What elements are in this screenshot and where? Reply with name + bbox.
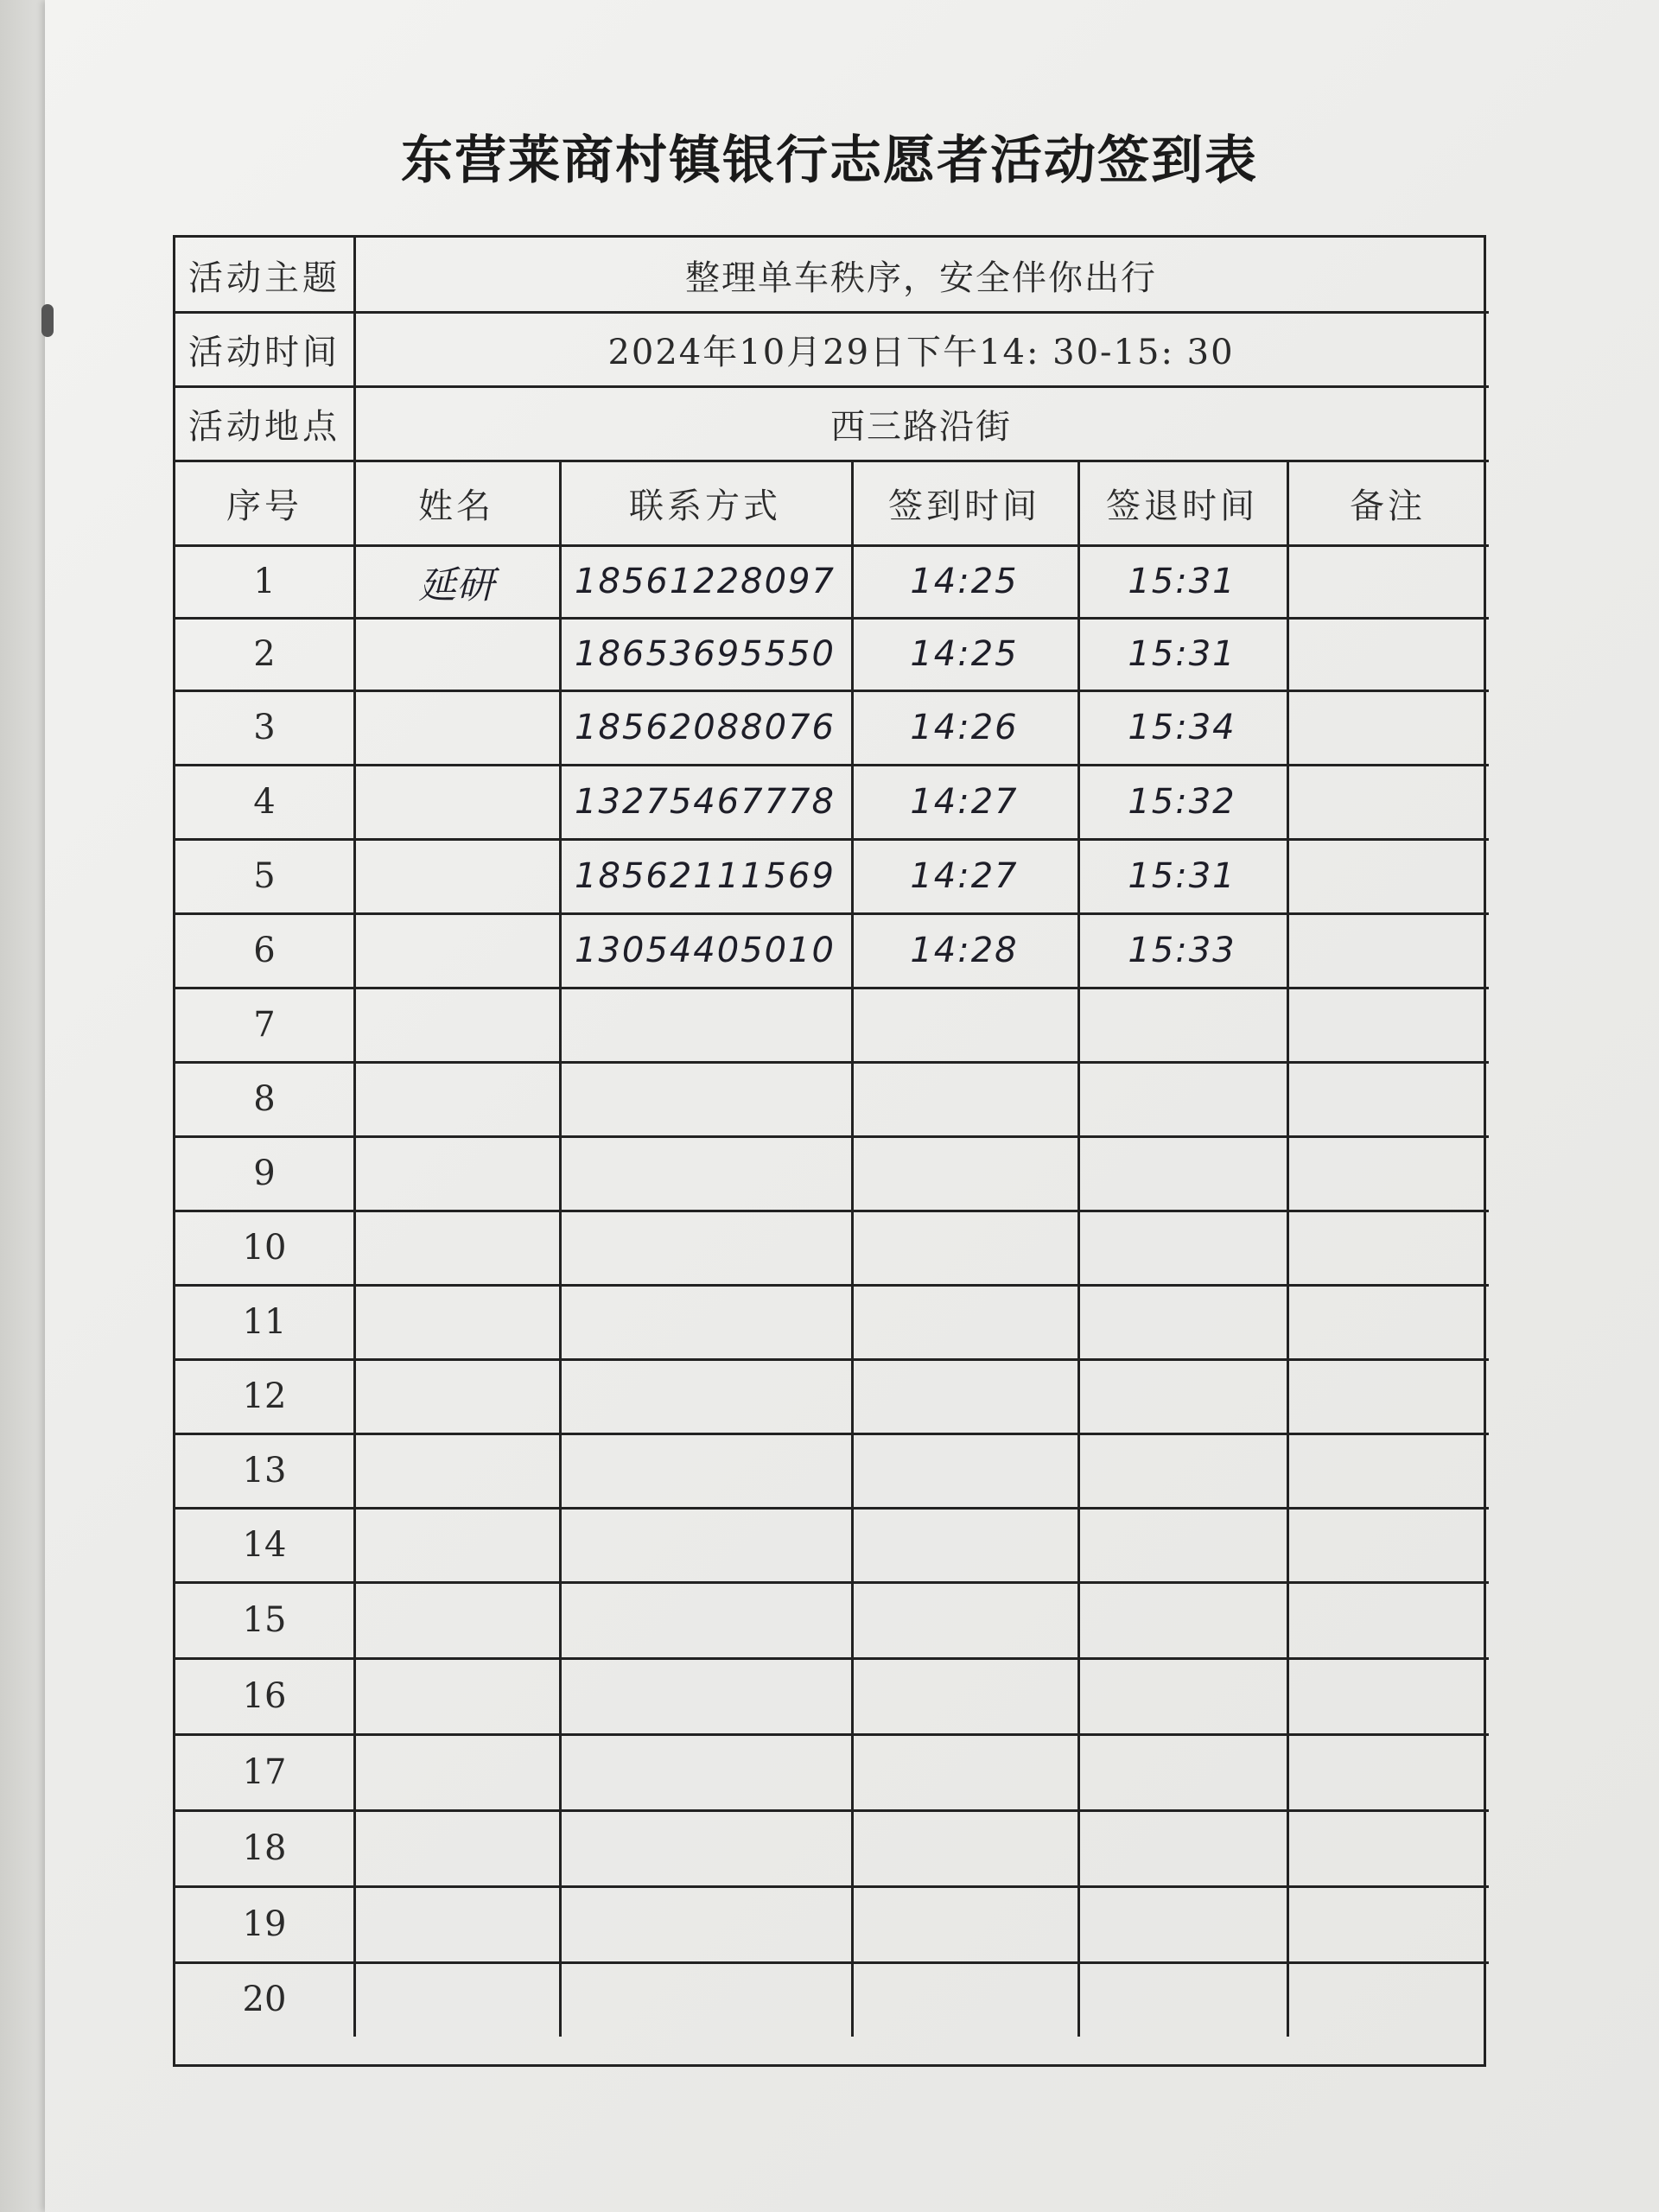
row-signout-time: 15:31 (1128, 634, 1236, 674)
meta-value: 西三路沿街 (830, 406, 1012, 447)
row-note (1287, 913, 1489, 988)
row-signout-time (1077, 1359, 1287, 1433)
column-divider (353, 461, 356, 2037)
page-title: 东营莱商村镇银行志愿者活动签到表 (401, 130, 1258, 191)
row-signin-time: 14:27 (910, 856, 1019, 896)
row-note (1287, 839, 1489, 913)
row-number: 8 (253, 1079, 276, 1119)
row-signout-time (1077, 1136, 1287, 1211)
row-signout-time: 15:31 (1128, 856, 1236, 896)
row-signin-time (851, 1136, 1077, 1211)
row-phone: 18653695550 (575, 634, 836, 674)
row-signout-time (1077, 1062, 1287, 1136)
meta-value: 整理单车秩序，安全伴你出行 (685, 257, 1157, 298)
row-phone (559, 1062, 851, 1136)
row-number: 14 (242, 1525, 287, 1565)
row-note (1287, 1734, 1489, 1810)
row-name (353, 1433, 559, 1508)
row-phone (559, 1136, 851, 1211)
row-phone (559, 1211, 851, 1285)
column-divider (1287, 461, 1289, 2037)
row-signout-time (1077, 988, 1287, 1062)
row-note (1287, 1886, 1489, 1962)
row-note (1287, 545, 1489, 618)
row-name (353, 1734, 559, 1810)
row-note (1287, 1285, 1489, 1359)
row-signin-time (851, 1508, 1077, 1582)
row-number: 15 (242, 1600, 287, 1640)
row-note (1287, 1508, 1489, 1582)
row-signout-time: 15:34 (1128, 708, 1236, 747)
row-note (1287, 618, 1489, 690)
row-signout-time (1077, 1886, 1287, 1962)
row-signout-time (1077, 1658, 1287, 1734)
row-phone (559, 1582, 851, 1658)
meta-label: 活动时间 (188, 332, 340, 372)
row-number: 7 (253, 1005, 276, 1045)
row-signout-time (1077, 1211, 1287, 1285)
row-number: 1 (253, 562, 276, 601)
row-phone (559, 1734, 851, 1810)
row-signout-time (1077, 1285, 1287, 1359)
row-number: 10 (242, 1228, 287, 1268)
column-divider (559, 461, 562, 2037)
row-note (1287, 1810, 1489, 1886)
row-note (1287, 1211, 1489, 1285)
row-phone (559, 1962, 851, 2037)
row-signin-time (851, 1285, 1077, 1359)
background-edge (0, 0, 45, 2212)
row-phone: 13275467778 (575, 782, 836, 822)
row-phone (559, 1359, 851, 1433)
row-name (353, 913, 559, 988)
row-number: 13 (242, 1451, 287, 1491)
row-phone (559, 988, 851, 1062)
row-signout-time: 15:31 (1128, 562, 1236, 601)
row-signout-time (1077, 1508, 1287, 1582)
row-name (353, 765, 559, 839)
row-name (353, 1211, 559, 1285)
row-note (1287, 1658, 1489, 1734)
row-signout-time: 15:32 (1128, 782, 1236, 822)
row-note (1287, 765, 1489, 839)
row-number: 3 (253, 708, 276, 747)
row-phone (559, 1433, 851, 1508)
row-signin-time: 14:27 (910, 782, 1019, 822)
row-phone: 18562088076 (575, 708, 836, 747)
row-number: 9 (253, 1154, 276, 1193)
row-name (353, 1136, 559, 1211)
row-signin-time (851, 1582, 1077, 1658)
row-signout-time: 15:33 (1128, 931, 1236, 970)
row-number: 20 (242, 1980, 287, 2019)
row-name (353, 618, 559, 690)
row-signin-time (851, 1886, 1077, 1962)
row-signout-time (1077, 1962, 1287, 2037)
row-signin-time (851, 1433, 1077, 1508)
row-number: 2 (253, 634, 276, 674)
row-number: 16 (242, 1676, 287, 1716)
row-number: 4 (253, 782, 276, 822)
row-note (1287, 1136, 1489, 1211)
row-number: 12 (242, 1376, 287, 1416)
row-name (353, 1285, 559, 1359)
row-name: 延研 (418, 563, 494, 607)
row-signin-time: 14:25 (910, 634, 1019, 674)
row-phone (559, 1658, 851, 1734)
row-signin-time (851, 1962, 1077, 2037)
column-header-5: 备注 (1350, 486, 1426, 526)
row-phone: 13054405010 (575, 931, 836, 970)
row-name (353, 1359, 559, 1433)
row-signin-time: 14:28 (910, 931, 1019, 970)
row-signout-time (1077, 1734, 1287, 1810)
meta-label: 活动主题 (188, 257, 340, 298)
row-signin-time (851, 1062, 1077, 1136)
row-signin-time (851, 988, 1077, 1062)
column-divider (1077, 461, 1080, 2037)
row-phone: 18561228097 (575, 562, 836, 601)
row-note (1287, 1582, 1489, 1658)
row-number: 6 (253, 931, 276, 970)
row-name (353, 1962, 559, 2037)
row-name (353, 1886, 559, 1962)
row-signin-time (851, 1658, 1077, 1734)
row-name (353, 839, 559, 913)
column-header-2: 联系方式 (629, 486, 781, 526)
column-header-3: 签到时间 (888, 486, 1040, 526)
row-number: 19 (242, 1904, 287, 1944)
row-number: 11 (242, 1302, 287, 1342)
row-signin-time (851, 1734, 1077, 1810)
meta-label: 活动地点 (188, 406, 340, 447)
row-phone (559, 1810, 851, 1886)
meta-value: 2024年10月29日下午14: 30-15: 30 (607, 332, 1235, 372)
row-name (353, 690, 559, 765)
row-note (1287, 1062, 1489, 1136)
column-divider (851, 461, 854, 2037)
column-header-0: 序号 (226, 486, 302, 526)
row-signout-time (1077, 1810, 1287, 1886)
row-note (1287, 690, 1489, 765)
signin-table (173, 235, 1486, 2067)
column-header-1: 姓名 (418, 486, 494, 526)
row-phone (559, 1886, 851, 1962)
row-number: 5 (253, 856, 276, 896)
row-note (1287, 1962, 1489, 2037)
row-phone: 18562111569 (575, 856, 836, 896)
row-note (1287, 1359, 1489, 1433)
row-signin-time: 14:25 (910, 562, 1019, 601)
row-name (353, 1508, 559, 1582)
row-note (1287, 1433, 1489, 1508)
row-signin-time (851, 1211, 1077, 1285)
column-divider (353, 238, 356, 461)
row-signin-time: 14:26 (910, 708, 1019, 747)
row-number: 18 (242, 1828, 287, 1868)
row-signout-time (1077, 1433, 1287, 1508)
row-phone (559, 1285, 851, 1359)
row-name (353, 1810, 559, 1886)
row-signin-time (851, 1810, 1077, 1886)
row-number: 17 (242, 1752, 287, 1792)
column-header-4: 签退时间 (1106, 486, 1258, 526)
row-name (353, 1062, 559, 1136)
row-note (1287, 988, 1489, 1062)
row-phone (559, 1508, 851, 1582)
row-name (353, 988, 559, 1062)
punch-hole (41, 304, 54, 337)
row-signin-time (851, 1359, 1077, 1433)
row-name (353, 1658, 559, 1734)
row-name (353, 1582, 559, 1658)
row-signout-time (1077, 1582, 1287, 1658)
